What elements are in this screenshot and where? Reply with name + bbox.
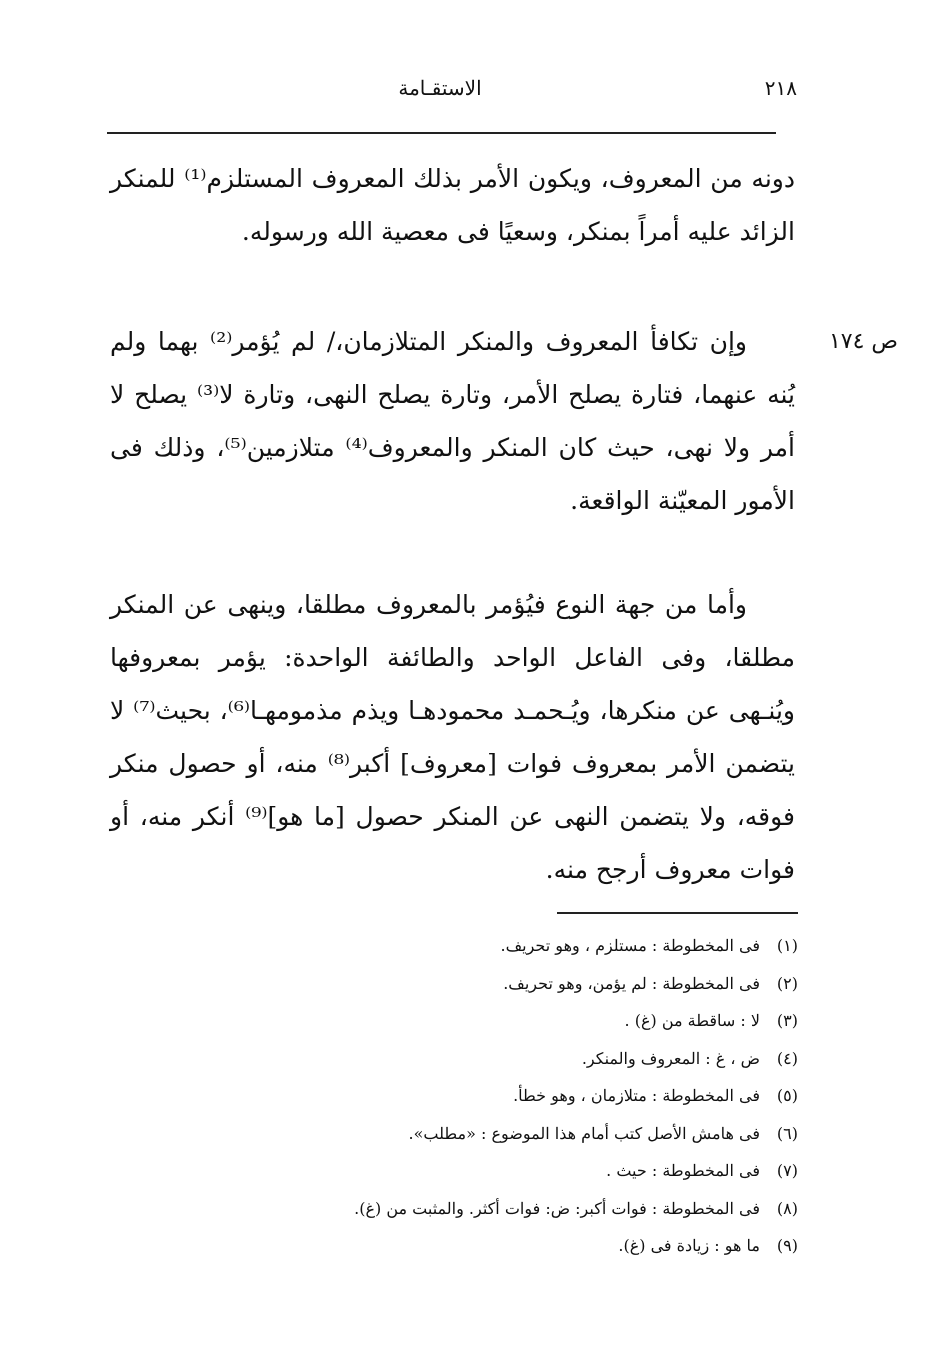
footnote-8 [300, 1190, 798, 1228]
footnote-number: (٤) [776, 1048, 798, 1068]
footnote-9 [300, 1227, 798, 1265]
page-number: ٢١٨ [764, 76, 797, 100]
footnote-divider [557, 912, 798, 914]
footnote-6 [300, 1115, 798, 1153]
footnote-4 [300, 1040, 798, 1078]
footnote-text: فى المخطوطة : فوات أكبر: ض: فوات أكثر. والمثبت من (غ). [354, 1198, 760, 1218]
footnote-text: فى المخطوطة : حيث . [606, 1161, 760, 1180]
footnote-text: فى المخطوطة : لم يؤمن، وهو تحريف. [503, 973, 760, 993]
footnote-text: لا : ساقطة من (غ) . [624, 1011, 760, 1030]
footnote-text: ما هو : زيادة فى (غ). [618, 1236, 760, 1255]
footnote-text: فى هامش الأصل كتب أمام هذا الموضوع : «مطلب». [408, 1123, 760, 1143]
paragraph-1: دونه من المعروف، ويكون الأمر بذلك المعروف المستلزم⁽¹⁾ للمنكر الزائد عليه أمراً بمنكر، وسعيًا فى معصية الله ورسوله. [110, 164, 795, 246]
paragraph-3: وأما من جهة النوع فيُؤمر بالمعروف مطلقا، وينهى عن المنكر مطلقا، وفى الفاعل الواحد والطائفة الواحدة: يؤمر بمعروفها ويُنـهى عن منكرها، ويُـحمـد محمودهـا ويذم مذمومهـا⁽⁶⁾، بحيث⁽⁷⁾ لا يتضمن الأمر بمعروف فوات [معروف] أكبر⁽⁸⁾ منه، أو حصول منكر فوقه، ولا يتضمن النهى عن المنكر حصول [ما هو]⁽⁹⁾ أنكر منه، أو فوات معروف أرجح منه. [110, 590, 795, 884]
footnote-7 [300, 1152, 798, 1190]
footnote-text: ض ، غ : المعروف والمنكر. [581, 1048, 760, 1068]
paragraph-2: وإن تكافأ المعروف والمنكر المتلازمان،/ لم يُؤمر⁽²⁾ بهما ولم يُنه عنهما، فتارة يصلح الأمر، وتارة يصلح النهى، وتارة لا⁽³⁾ يصلح لا أمر ولا نهى، حيث كان المنكر والمعروف⁽⁴⁾ متلازمين⁽⁵⁾، وذلك فى الأمور المعيّنة الواقعة. [110, 327, 796, 515]
footnote-number: (٢) [776, 973, 798, 993]
footnote-3 [300, 1002, 798, 1040]
footnote-5 [300, 1077, 798, 1115]
footnote-2 [300, 965, 798, 1003]
footnote-number: (٧) [776, 1161, 798, 1180]
footnote-number: (٨) [776, 1198, 798, 1218]
footnote-number: (٣) [776, 1011, 798, 1030]
footnote-list [300, 927, 798, 1265]
footnote-number: (١) [776, 936, 798, 955]
header-divider [107, 132, 776, 134]
footnote-number: (٩) [776, 1236, 798, 1255]
footnote-text: فى المخطوطة : مستلزم ، وهو تحريف. [500, 936, 760, 955]
footnote-number: (٥) [776, 1086, 798, 1105]
running-title: الاستقـامة [398, 76, 482, 100]
footnote-text: فى المخطوطة : متلازمان ، وهو خطأ. [513, 1086, 760, 1105]
footnote-number: (٦) [776, 1123, 798, 1143]
footnote-1 [300, 927, 798, 965]
margin-page-reference: ص ١٧٤ [828, 329, 898, 354]
